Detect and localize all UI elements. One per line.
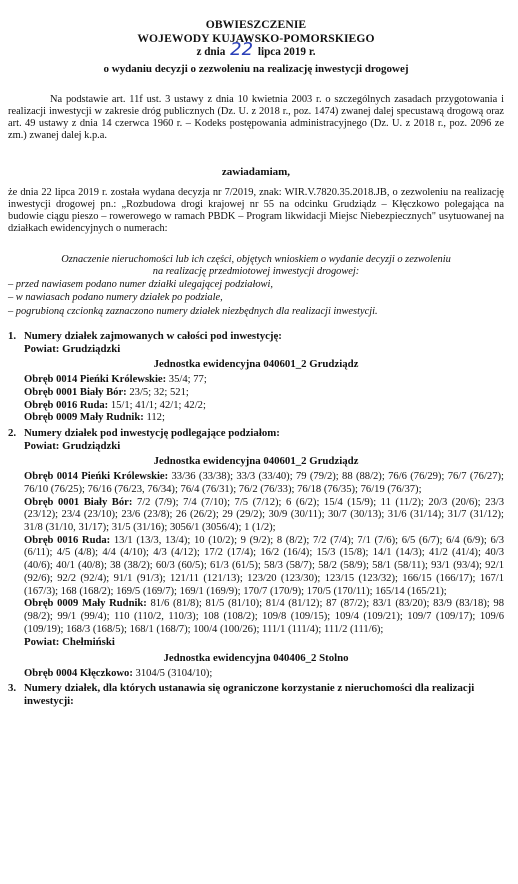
section-1-unit: Jednostka ewidencyjna 040601_2 Grudziądz [153,358,359,371]
s1-obreb-bialy-bor [8,387,504,400]
parcel-list: 15/1; 41/1; 42/1; 42/2; [110,399,206,411]
issuer-title: WOJEWODY KUJAWSKO-POMORSKIEGO [137,31,375,45]
section-3-heading [8,682,504,707]
parcel-list: 35/4; 77; [168,374,207,386]
section-2-title: Numery działek pod inwestycję podlegające podziałom: [24,426,280,439]
date-line [8,39,504,61]
legend-heading-line2: na realizację przedmiotowej inwestycji drogowej: [152,265,360,277]
date-suffix: lipca 2019 r. [257,46,316,59]
decision-paragraph: że dnia 22 lipca 2019 r. została wydana decyzja nr 7/2019, znak: WIR.V.7820.35.2018.JB, o zezwoleniu na realizację inwestycji drogowej pn.: „Rozbudowa drogi krajowej nr 55 na odcinku Grudziądz – Kłęczkowo polegająca na budowie ciągu pieszo – rowerowego w ramach PBDK – Program likwidacji Miejsc Niebezpiecznych" usytuowanej na działkach ewidencyjnych o numerach: [8,186,504,235]
notify-heading: zawiadamiam, [221,165,291,178]
legend-heading [8,254,504,279]
legend-item-bold: – pogrubioną czcionką zaznaczono numery działek niezbędnych dla realizacji inwestycji. [8,305,378,317]
doc-subject: o wydaniu decyzji o zezwoleniu na realizację inwestycji drogowej [103,62,409,75]
parcel-list: 3104/5 (3104/10); [135,667,213,679]
parcel-list: 13/1 (13/3, 13/4); 10 (10/2); 9 (9/2); 8 (8/2); 7/2 (7/4); 7/1 (7/6); 6/5 (6/7); 6/4 (6/9); 6/3 (6/11); 4/5 (4/8); 4/4 (4/10); 4/3 (4/12); 17/2 (17/4); 16/2 (16/4); 15/3 (15/8); 14/1 (14/3); 41/2 (41/4); 40/3 (40/6); 40/1 (40/8); 38 (38/2); 60/3 (60/5); 61/3 (61/5); 58/3 (58/7); 58/2 (58/9); 58/1 (58/11); 93/1 (93/4); 92/1 (92/6); 92/2 (92/4); 91/1 (91/3); 121/11 (121/13); 123/20 (123/30); 123/15 (123/32); 166/15 (166/17); 167/1 (167/3); 168 (168/2); 169/5 (169/7); 169/1 (169/9); 170/7 (170/9); 170/5 (170/11); 165/14 (165/21); [24,534,505,597]
obreb-name: Obręb 0001 Biały Bór: [24,496,133,508]
obreb-name: Obręb 0001 Biały Bór: [24,386,127,398]
parcel-list: 112; [146,412,165,424]
section-3-number: 3. [8,682,17,695]
section-3-title: Numery działek, dla których ustanawia się ograniczone korzystanie z nieruchomości dla realizacji inwestycji: [24,682,475,708]
obreb-name: Obręb 0016 Ruda: [24,534,111,546]
obreb-name: Obręb 0014 Pieńki Królewskie: [24,471,169,483]
obreb-name: Obręb 0009 Mały Rudnik: [24,412,144,424]
date-prefix: z dnia [196,46,226,59]
parcel-list: 33/36 (33/38); 33/3 (33/40); 79 (79/2); 88 (88/2); 76/6 (76/29); 76/7 (76/27); 76/10 (76/25); 76/16 (76/23, 76/34); 76/4 (76/31); 76/2 (76/33); 76/18 (76/35); 76/19 (76/37); [24,471,504,495]
obreb-name: Obręb 0016 Ruda: [24,399,109,411]
legend-item-in-brackets: – w nawiasach podano numery działek po podziale, [8,292,223,304]
doc-title: OBWIESZCZENIE [205,18,307,31]
legend-item-before-bracket: – przed nawiasem podano numer działki ulegającej podziałowi, [8,279,273,291]
section-2-number: 2. [8,426,17,439]
handwritten-day: 22 [230,39,254,61]
s2-obreb-pienki [8,471,504,496]
obreb-name: Obręb 0009 Mały Rudnik: [24,598,147,610]
section-2-powiat: Powiat: Grudziądzki [24,439,121,452]
s1-obreb-ruda [8,400,504,413]
s1-obreb-maly-rudnik [8,412,504,425]
obreb-name: Obręb 0004 Kłęczkowo: [24,667,133,679]
section-1-number: 1. [8,329,17,342]
section-2-unit: Jednostka ewidencyjna 040601_2 Grudziądz [153,455,359,468]
s2-obreb-maly-rudnik [8,598,504,636]
s1-obreb-pienki [8,374,504,387]
parcel-list: 7/2 (7/9); 7/4 (7/10); 7/5 (7/12); 6 (6/2); 15/4 (15/9); 11 (11/2); 20/3 (20/6); 23/3 (23/12); 23/4 (23/10); 23/6 (23/8); 26 (26/2); 29 (29/2); 30/9 (30/11); 30/7 (30/13); 31/6 (31/14); 31/7 (31/12); 31/8 (31/10, 31/17); 31/5 (31/16); 3056/1 (3056/4); 1 (1/2); [24,496,504,533]
obreb-name: Obręb 0014 Pieńki Królewskie: [24,374,167,386]
s2-obreb-bialy-bor [8,497,504,535]
parcel-list: 81/6 (81/8); 81/5 (81/10); 81/4 (81/12); 87 (87/2); 83/1 (83/20); 83/9 (83/18); 98 (98/2); 99/1 (99/4); 110 (110/2, 110/3); 108 (108/2); 109/8 (109/15); 109/4 (109/21); 109/7 (109/17); 109/6 (109/19); 168/3 (168/5); 168/1 (168/7); 100/4 (100/26); 111/1 (111/4); 111/2 (111/6); [24,598,504,635]
parcel-list: 23/5; 32; 521; [129,386,189,398]
section-1-title: Numery działek zajmowanych w całości pod inwestycję: [24,329,282,342]
s2-obreb-ruda [8,535,504,599]
legal-basis-paragraph: Na podstawie art. 11f ust. 3 ustawy z dnia 10 kwietnia 2003 r. o szczególnych zasadach przygotowania i realizacji inwestycji w zakresie dróg publicznych (Dz. U. z 2018 r., poz. 1474) zwanej dalej specustawą drogową oraz art. 49 ustawy z dnia 14 czerwca 1960 r. – Kodeks postępowania administracyjnego (Dz. U. z 2018 r., poz. 2096 ze zm.) zwanej dalej k.p.a. [8,93,504,142]
section-2-unit-stolno: Jednostka ewidencyjna 040406_2 Stolno [163,652,349,665]
s2-obreb-kleczkowo [8,668,504,681]
section-1-powiat: Powiat: Grudziądzki [24,342,121,355]
section-1-heading [8,330,504,343]
section-2-powiat-chelminski: Powiat: Chełmiński [24,636,115,649]
legend-heading-line1: Oznaczenie nieruchomości lub ich części, objętych wnioskiem o wydanie decyzji o zezwoleniu [61,253,451,265]
section-2-heading [8,427,504,440]
